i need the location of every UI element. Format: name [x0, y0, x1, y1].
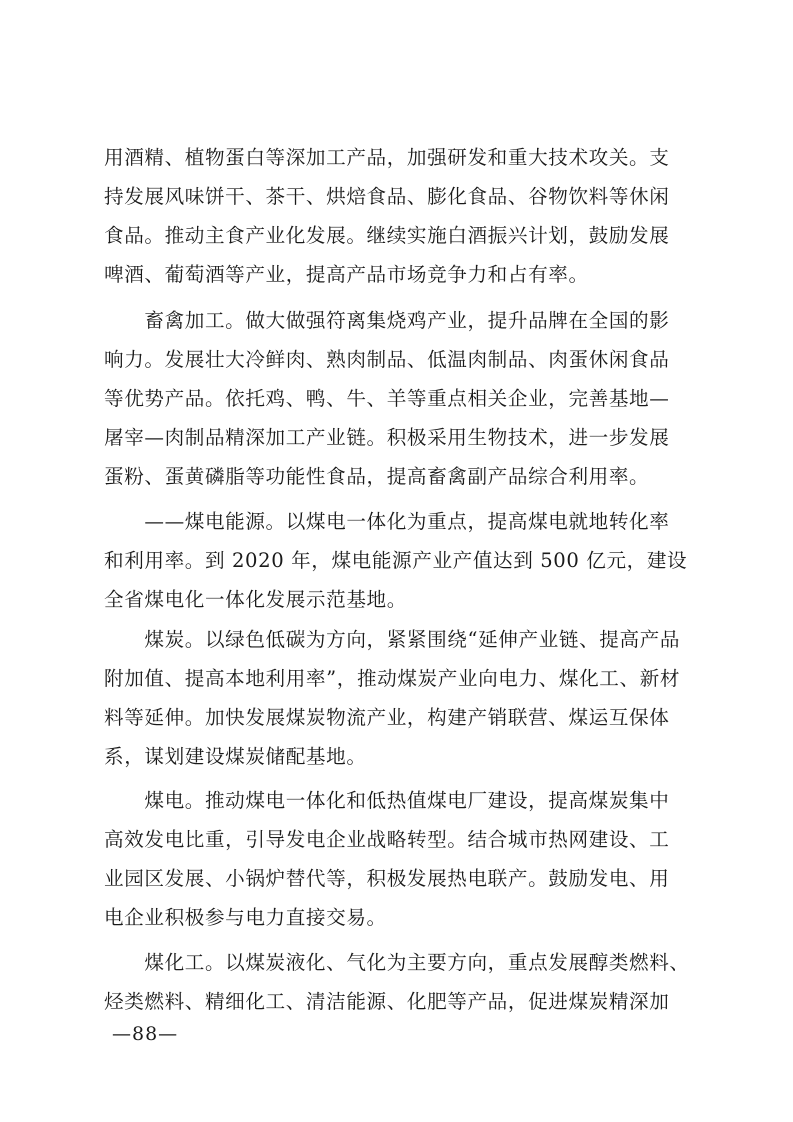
- body-text-line: 响力。发展壮大冷鲜肉、熟肉制品、低温肉制品、肉蛋休闲食品: [104, 348, 670, 371]
- body-text-line: 食品。推动主食产业化发展。继续实施白酒振兴计划，鼓励发展: [104, 224, 670, 247]
- body-text-line: 料等延伸。加快发展煤炭物流产业，构建产销联营、煤运互保体: [104, 706, 670, 729]
- body-text-line: 附加值、提高本地利用率”，推动煤炭产业向电力、煤化工、新材: [104, 667, 681, 690]
- body-text-line: 烃类燃料、精细化工、清洁能源、化肥等产品，促进煤炭精深加: [104, 990, 670, 1013]
- body-text-line: 业园区发展、小锅炉替代等，积极发展热电联产。鼓励发电、用: [104, 867, 670, 890]
- body-text-line: ——煤电能源。以煤电一体化为重点，提高煤电就地转化率: [104, 510, 670, 533]
- body-text-line: 屠宰—肉制品精深加工产业链。积极采用生物技术，进一步发展: [104, 426, 670, 449]
- body-text-line: 持发展风味饼干、茶干、烘焙食品、膨化食品、谷物饮料等休闲: [104, 185, 670, 208]
- body-text-line: 蛋粉、蛋黄磷脂等功能性食品，提高畜禽副产品综合利用率。: [104, 465, 650, 488]
- body-text-line: 电企业积极参与电力直接交易。: [104, 906, 387, 929]
- body-text-line: 煤电。推动煤电一体化和低热值煤电厂建设，提高煤炭集中: [104, 789, 670, 812]
- page-number: —88—: [112, 1023, 179, 1045]
- body-text-line: 等优势产品。依托鸡、鸭、牛、羊等重点相关企业，完善基地—: [104, 387, 670, 410]
- body-text-line: 系，谋划建设煤炭储配基地。: [104, 745, 367, 768]
- body-text-line: 高效发电比重，引导发电企业战略转型。结合城市热网建设、工: [104, 828, 670, 851]
- body-text-line: 用酒精、植物蛋白等深加工产品，加强研发和重大技术攻关。支: [104, 146, 670, 169]
- body-text-line: 和利用率。到 2020 年，煤电能源产业产值达到 500 亿元，建设: [104, 549, 688, 572]
- body-text-line: 煤化工。以煤炭液化、气化为主要方向，重点发展醇类燃料、: [104, 951, 690, 974]
- body-text-line: 煤炭。以绿色低碳为方向，紧紧围绕“延伸产业链、提高产品: [104, 628, 681, 651]
- body-text-line: 全省煤电化一体化发展示范基地。: [104, 588, 407, 611]
- body-text-line: 啤酒、葡萄酒等产业，提高产品市场竞争力和占有率。: [104, 263, 589, 286]
- body-text-line: 畜禽加工。做大做强符离集烧鸡产业，提升品牌在全国的影: [104, 309, 670, 332]
